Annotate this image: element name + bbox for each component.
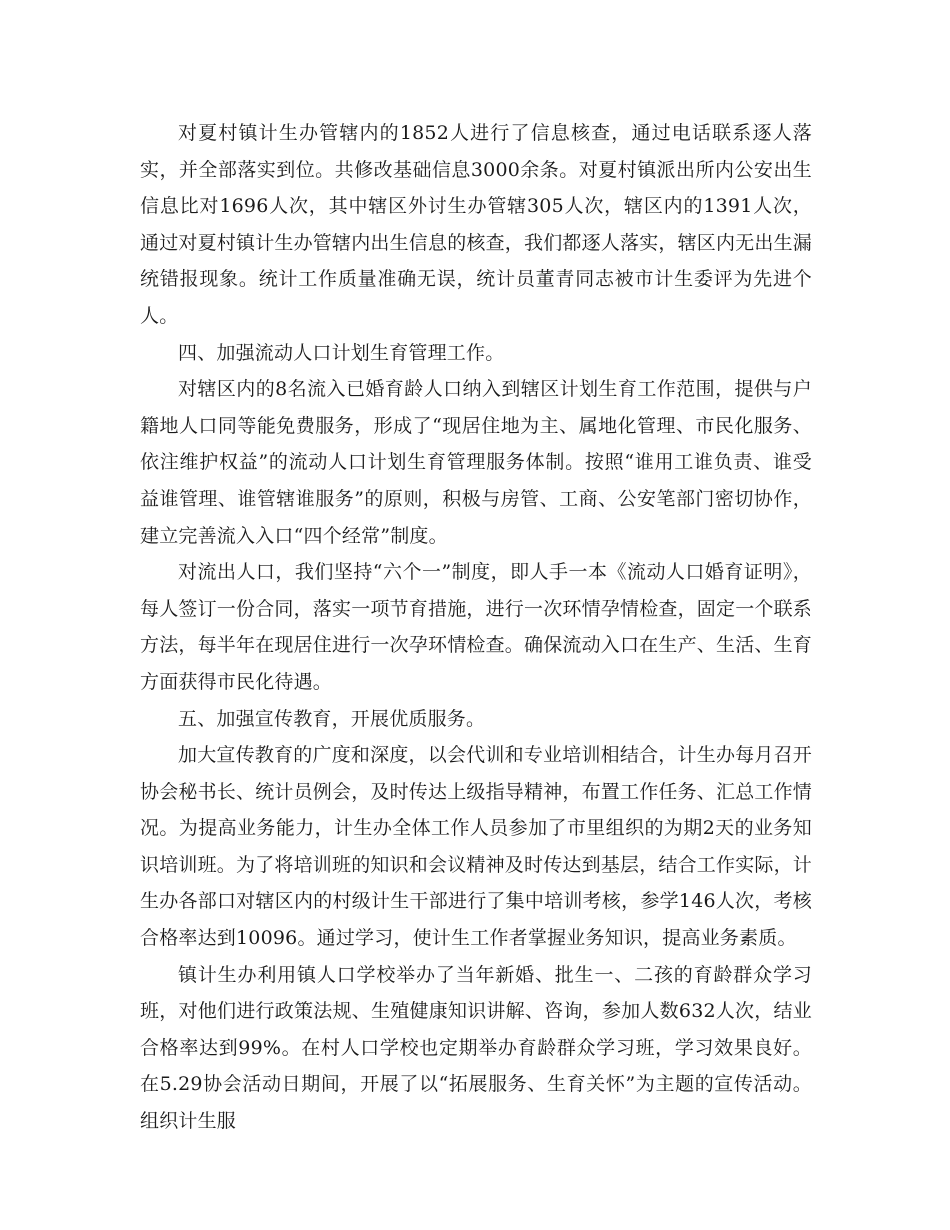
section-heading-publicity-education: 五、加强宣传教育，开展优质服务。 <box>178 707 486 730</box>
paragraph-inflow-population: 对辖区内的8名流入已婚育龄人口纳入到辖区计划生育工作范围，提供与户籍地人口同等能免费服务，形成了“现居住地为主、属地化管理、市民化服务、依注维护权益”的流动人口计划生育管理服务体制。按照“谁用工谁负责、谁受益谁管理、谁管辖谁服务”的原则，积极与房管、工商、公安笔部门密切协作，建立完善流入入口“四个经常”制度。 <box>140 378 812 547</box>
paragraph-training: 加大宣传教育的广度和深度，以会代训和专业培训相结合，计生办每月召开协会秘书长、统计员例会，及时传达上级指导精神，布置工作任务、汇总工作情况。为提高业务能力，计生办全体工作人员参加了市里组织的为期2天的业务知识培训班。为了将培训班的知识和会议精神及时传达到基层，结合工作实际，计生办各部口对辖区内的村级计生干部进行了集中培训考核，参学146人次，考核合格率达到10096。通过学习，使计生工作者掌握业务知识，提高业务素质。 <box>140 744 813 950</box>
paragraph-population-school: 镇计生办利用镇人口学校举办了当年新婚、批生一、二孩的育龄群众学习班，对他们进行政策法规、生殖健康知识讲解、咨询，参加人数632人次，结业合格率达到99%。在村人口学校也定期举办育龄群众学习班，学习效果良好。在5.29协会活动日期间，开展了以“拓展服务、生育关怀”为主题的宣传活动。组织计生服 <box>140 963 812 1133</box>
paragraph-outflow-population: 对流出人口，我们坚持“六个一”制度，即人手一本《流动人口婚育证明》，每人签订一份合同，落实一项节育措施，进行一次环情孕情检查，固定一个联系方法，每半年在现居住进行一次孕环情检查。确保流动入口在生产、生活、生育方面获得市民化待遇。 <box>140 561 813 693</box>
section-heading-floating-population: 四、加强流动人口计划生育管理工作。 <box>178 341 505 364</box>
document-body <box>140 115 812 1140</box>
paragraph-info-verification: 对夏村镇计生办管辖内的1852人进行了信息核查，通过电话联系逐人落实，并全部落实到位。共修改基础信息3000余条。对夏村镇派出所内公安出生信息比对1696人次，其中辖区外讨生办管辖305人次，辖区内的1391人次，通过对夏村镇计生办管辖内出生信息的核查，我们都逐人落实，辖区内无出生漏统错报现象。统计工作质量准确无误，统计员董青同志被市计生委评为先进个人。 <box>140 122 813 327</box>
